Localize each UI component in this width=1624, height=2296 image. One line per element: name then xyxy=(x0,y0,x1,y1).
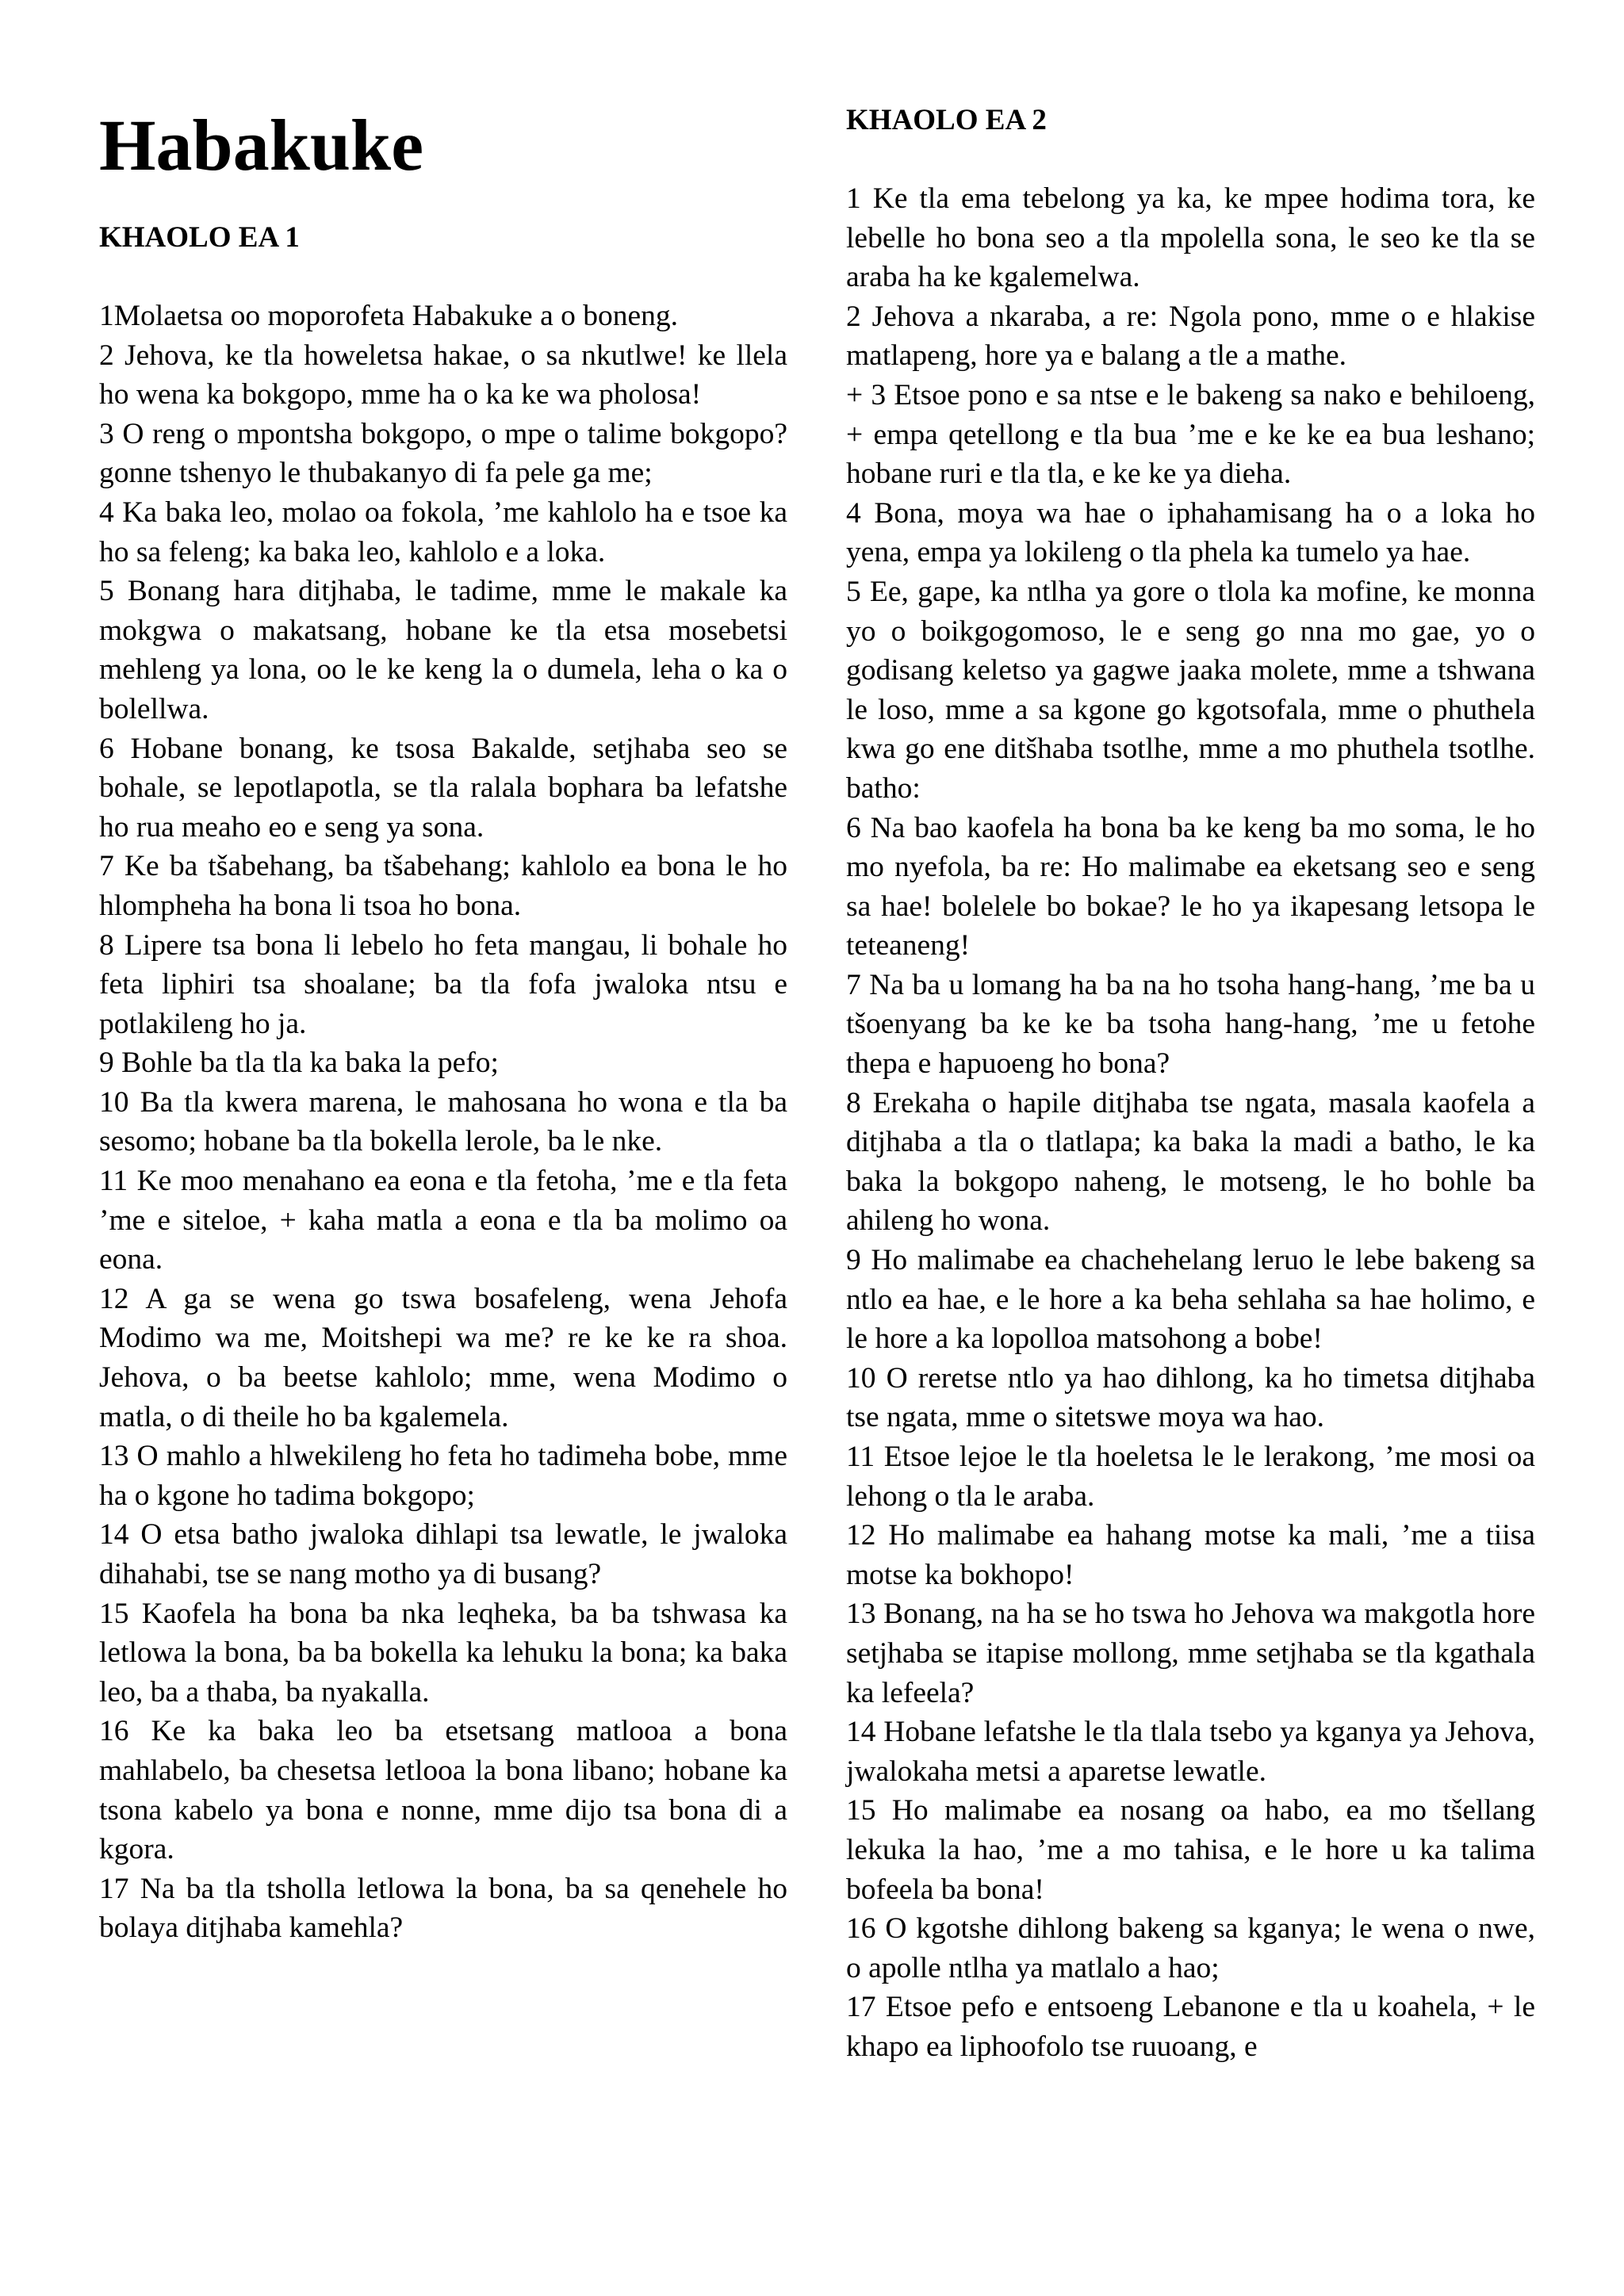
verse: 5 Bonang hara ditjhaba, le tadime, mme le makale ka mokgwa o makatsang, hobane ke tla etsa mosebetsi mehleng ya lona, oo le ke keng la o dumela, leha o ka o bolellwa. xyxy=(99,575,787,725)
verse: 8 Erekaha o hapile ditjhaba tse ngata, masala kaofela a ditjhaba a tla o tlatlapa; ka baka la madi a batho, le ka baka la bokgopo naheng, le motseng, le ho bohle ba ahileng ho wona. xyxy=(846,1086,1535,1238)
verse: 13 O mahlo a hlwekileng ho feta ho tadimeha bobe, mme ha o kgone ho tadima bokgopo; xyxy=(99,1440,787,1512)
verse: 12 A ga se wena go tswa bosafeleng, wena Jehofa Modimo wa me, Moitshepi wa me? re ke ke ra shoa. Jehova, o ba beetse kahlolo; mme, wena Modimo o matla, o di theile ho ba kgalemela. xyxy=(99,1282,787,1433)
verse: 12 Ho malimabe ea hahang motse ka mali, ’me a tiisa motse ka bokhopo! xyxy=(846,1519,1535,1591)
verse: 16 O kgotshe dihlong bakeng sa kganya; le wena o nwe, o apolle ntlha ya matlalo a hao; xyxy=(846,1912,1535,1984)
verse: 15 Kaofela ha bona ba nka leqheka, ba ba tshwasa ka letlowa la bona, ba ba bokella ka lehuku la bona; ka baka leo, ba a thaba, ba nyakalla. xyxy=(99,1597,787,1709)
verse: 3 O reng o mpontsha bokgopo, o mpe o talime bokgopo? gonne tshenyo le thubakanyo di fa pele ga me; xyxy=(99,417,787,490)
chapter-heading-1: KHAOLO EA 1 xyxy=(99,221,300,254)
verse: + 3 Etsoe pono e sa ntse e le bakeng sa nako e behiloeng, + empa qetellong e tla bua ’me e ke ke ea bua leshano; hobane ruri e tla tla, e ke ke ya dieha. xyxy=(846,378,1535,491)
verse: 15 Ho malimabe ea nosang oa habo, ea mo tšellang lekuka la hao, ’me a mo tahisa, e le hore u ka talima bofeela ba bona! xyxy=(846,1794,1535,1906)
verse-list-chapter-1 xyxy=(99,297,787,1948)
verse: 11 Etsoe lejoe le tla hoeletsa le le lerakong, ’me mosi oa lehong o tla le araba. xyxy=(846,1441,1535,1513)
verse: 8 Lipere tsa bona li lebelo ho feta mangau, li bohale ho feta liphiri tsa shoalane; ba tla fofa jwaloka ntsu e potlakileng ho ja. xyxy=(99,928,787,1040)
verse: 5 Ee, gape, ka ntlha ya gore o tlola ka mofine, ke monna yo o boikgogomoso, le e seng go nna mo gae, yo o godisang keletso ya gagwe jaaka molete, mme a tshwana le loso, mme a sa kgone go kgotsofala, mme o phuthela kwa go ene ditšhaba tsotlhe, mme a mo phuthela tsotlhe. batho: xyxy=(846,575,1535,805)
verse: 1 Ke tla ema tebelong ya ka, ke mpee hodima tora, ke lebelle ho bona seo a tla mpolella sona, le seo ke tla se araba ha ke kgalemelwa. xyxy=(846,182,1535,294)
book-title: Habakuke xyxy=(99,105,424,186)
verse: 7 Na ba u lomang ha ba na ho tsoha hang-hang, ’me ba u tšoenyang ba ke ke ba tsoha hang-hang, ’me u fetohe thepa e hapuoeng ho bona? xyxy=(846,968,1535,1081)
verse: 16 Ke ka baka leo ba etsetsang matlooa a bona mahlabelo, ba chesetsa letlooa la bona libano; hobane ka tsona kabelo ya bona e nonne, mme dijo tsa bona di a kgora. xyxy=(99,1715,787,1866)
verse-list-chapter-2 xyxy=(846,179,1535,2067)
verse: 7 Ke ba tšabehang, ba tšabehang; kahlolo ea bona le ho hlompheha ha bona li tsoa ho bona. xyxy=(99,850,787,922)
verse: 10 O reretse ntlo ya hao dihlong, ka ho timetsa ditjhaba tse ngata, mme o sitetswe moya wa hao. xyxy=(846,1361,1535,1434)
verse: 17 Etsoe pefo e entsoeng Lebanone e tla u koahela, + le khapo ea liphoofolo tse ruuoang, e xyxy=(846,1991,1535,2063)
verse: 6 Hobane bonang, ke tsosa Bakalde, setjhaba seo se bohale, se lepotlapotla, se tla ralala bophara ba lefatshe ho rua meaho eo e seng ya sona. xyxy=(99,732,787,844)
verse: 2 Jehova, ke tla howeletsa hakae, o sa nkutlwe! ke llela ho wena ka bokgopo, mme ha o ka ke wa pholosa! xyxy=(99,339,787,411)
verse: 14 Hobane lefatshe le tla tlala tsebo ya kganya ya Jehova, jwalokaha metsi a aparetse lewatle. xyxy=(846,1716,1535,1788)
verse: 11 Ke moo menahano ea eona e tla fetoha, ’me e tla feta ’me e siteloe, + kaha matla a eona e tla ba molimo oa eona. xyxy=(99,1165,787,1276)
verse: 14 O etsa batho jwaloka dihlapi tsa lewatle, le jwaloka dihahabi, tse se nang motho ya di busang? xyxy=(99,1518,787,1590)
verse: 1Molaetsa oo moporofeta Habakuke a o boneng. xyxy=(99,300,678,332)
verse: 10 Ba tla kwera marena, le mahosana ho wona e tla ba sesomo; hobane ba tla bokella lerole, ba le nke. xyxy=(99,1085,787,1158)
verse: 2 Jehova a nkaraba, a re: Ngola pono, mme o e hlakise matlapeng, hore ya e balang a tle a mathe. xyxy=(846,300,1535,373)
verse: 4 Ka baka leo, molao oa fokola, ’me kahlolo ha e tsoe ka ho sa feleng; ka baka leo, kahlolo e a loka. xyxy=(99,496,787,568)
verse: 9 Ho malimabe ea chachehelang leruo le lebe bakeng sa ntlo ea hae, e le hore a ka beha sehlaha sa hae holimo, e le hore a ka lopolloa matsohong a bobe! xyxy=(846,1244,1535,1356)
verse: 9 Bohle ba tla tla ka baka la pefo; xyxy=(99,1047,499,1080)
verse: 4 Bona, moya wa hae o iphahamisang ha o a loka ho yena, empa ya lokileng o tla phela ka tumelo ya hae. xyxy=(846,496,1535,569)
verse: 13 Bonang, na ha se ho tswa ho Jehova wa makgotla hore setjhaba se itapise mollong, mme setjhaba se tla kgathala ka lefeela? xyxy=(846,1598,1535,1709)
verse: 17 Na ba tla tsholla letlowa la bona, ba sa qenehele ho bolaya ditjhaba kamehla? xyxy=(99,1872,787,1945)
chapter-heading-2: KHAOLO EA 2 xyxy=(846,104,1047,136)
verse: 6 Na bao kaofela ha bona ba ke keng ba mo soma, le ho mo nyefola, ba re: Ho malimabe ea eketsang seo e seng sa hae! bolelele bo bokae? le ho ya ikapesang letsopa le teteaneng! xyxy=(846,811,1535,962)
